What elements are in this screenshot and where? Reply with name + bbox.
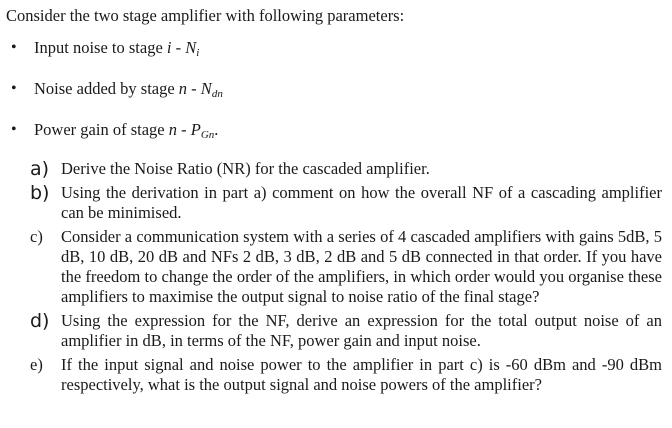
parameter-variable: i bbox=[166, 38, 172, 57]
parameter-item-power-gain bbox=[6, 120, 666, 145]
question-text: Using the derivation in part a) comment on how the overall NF of a cascading amplifier can be minimised. bbox=[61, 183, 662, 222]
parameter-subscript: dn bbox=[211, 88, 223, 100]
question-b bbox=[6, 183, 666, 223]
question-marker: a) bbox=[30, 158, 50, 180]
parameter-label: Input noise to stage bbox=[34, 38, 167, 57]
question-marker: e) bbox=[30, 355, 43, 374]
question-marker: d) bbox=[30, 310, 50, 332]
parameter-separator: - bbox=[176, 120, 191, 139]
bullet-icon: • bbox=[11, 39, 17, 56]
parameter-label: Noise added by stage bbox=[34, 79, 179, 98]
parameter-list bbox=[6, 38, 666, 145]
bullet-icon: • bbox=[11, 121, 17, 138]
parameter-subscript: Gn bbox=[200, 129, 215, 141]
intro-text: Consider the two stage amplifier with following parameters: bbox=[6, 6, 405, 25]
parameter-item-input-noise bbox=[6, 38, 666, 63]
bullet-icon: • bbox=[11, 80, 17, 97]
parameter-label: Power gain of stage bbox=[34, 120, 169, 139]
question-text: Using the expression for the NF, derive an expression for the total output noise of an amplifier in dB, in terms of the NF, power gain and input noise. bbox=[61, 311, 662, 350]
parameter-subscript: i bbox=[196, 47, 200, 59]
parameter-end: . bbox=[214, 120, 219, 139]
question-text: Derive the Noise Ratio (NR) for the cascaded amplifier. bbox=[61, 159, 430, 178]
question-c bbox=[6, 227, 666, 307]
parameter-variable: n bbox=[168, 120, 177, 139]
parameter-separator: - bbox=[187, 79, 201, 98]
question-marker: c) bbox=[30, 227, 43, 246]
parameter-symbol: N bbox=[185, 38, 197, 57]
question-a bbox=[6, 159, 666, 179]
parameter-variable: n bbox=[178, 79, 188, 98]
question-e bbox=[6, 355, 666, 395]
parameter-item-noise-added bbox=[6, 79, 666, 104]
parameter-separator: - bbox=[171, 38, 186, 57]
question-marker: b) bbox=[30, 182, 50, 204]
question-text: If the input signal and noise power to the amplifier in part c) is -60 dBm and -90 dBm respectively, what is the output signal and noise powers of the amplifier? bbox=[61, 355, 662, 394]
parameter-symbol: N bbox=[200, 79, 212, 98]
parameter-symbol: P bbox=[190, 120, 201, 139]
question-d bbox=[6, 311, 666, 351]
question-list bbox=[6, 159, 666, 395]
question-text: Consider a communication system with a series of 4 cascaded amplifiers with gains 5dB, 5 dB, 10 dB, 20 dB and NFs 2 dB, 3 dB, 2 dB and 5 dB connected in that order. If you have the freedom to change the order of the amplifiers, in which order would you organise these amplifiers to maximise the output signal to noise ratio of the final stage? bbox=[61, 227, 662, 306]
